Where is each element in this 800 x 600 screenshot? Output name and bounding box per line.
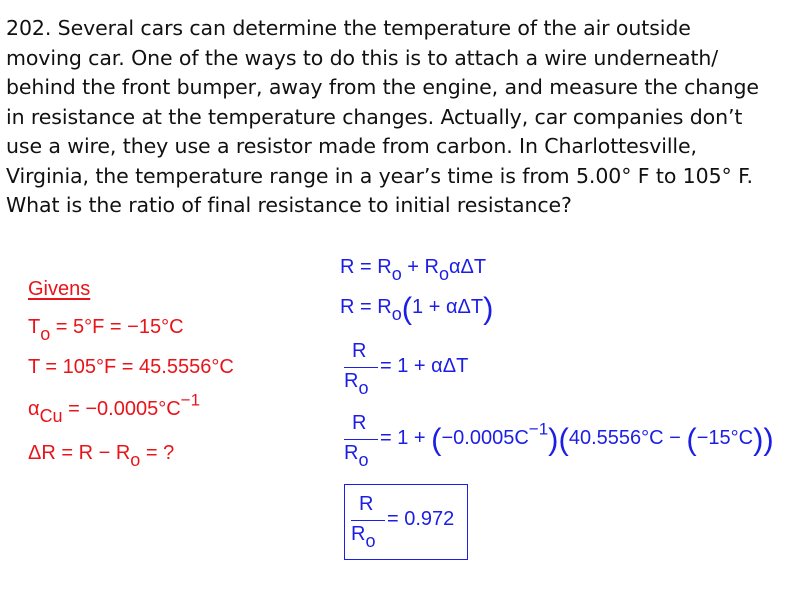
superscript: −1 [528, 419, 549, 439]
denominator [344, 442, 369, 470]
final-answer [347, 493, 467, 553]
denominator [344, 370, 369, 398]
subscript: o [358, 449, 369, 470]
subscript: o [365, 530, 376, 551]
numerator: R [359, 493, 374, 515]
subscript: o [438, 263, 449, 284]
expression: = ? [140, 442, 175, 464]
problem-line: use a wire, they use a resistor made from carbon. In Charlottesville, [6, 134, 697, 158]
denominator [351, 523, 376, 551]
equation-1 [340, 256, 487, 284]
subscript: o [391, 303, 402, 324]
open-paren: ( [401, 290, 413, 326]
expression: = 1 + [380, 427, 432, 449]
open-paren: ( [558, 421, 569, 457]
equation-3 [340, 340, 540, 400]
expression: + R [401, 256, 439, 278]
expression: 40.5556°C − [568, 427, 687, 449]
expression: R = R [340, 296, 392, 318]
close-paren: ) [763, 421, 774, 457]
superscript: −1 [180, 390, 201, 410]
given-initial-temperature [28, 316, 184, 344]
expression: αΔT [448, 256, 487, 278]
subscript: o [130, 449, 141, 470]
expression: −15°C [696, 427, 754, 449]
open-paren: ( [431, 421, 442, 457]
expression: 1 + αΔT [412, 296, 484, 318]
equation-4 [340, 412, 795, 472]
close-paren: ) [753, 421, 764, 457]
symbol: T [28, 316, 41, 338]
expression: R [344, 370, 359, 392]
equation-2 [340, 290, 494, 326]
expression: R = R [340, 256, 392, 278]
numerator: R [352, 340, 367, 362]
close-paren: ) [483, 290, 494, 326]
expression: = −0.0005°C [62, 398, 181, 420]
subscript: o [40, 323, 51, 344]
problem-line: 202. Several cars can determine the temperature of the air outside [6, 16, 691, 40]
fraction-bar [351, 520, 385, 521]
open-paren: ( [686, 421, 697, 457]
subscript: Cu [39, 405, 63, 426]
expression: = 1 + αΔT [380, 355, 469, 377]
problem-statement [6, 14, 796, 221]
expression: R [344, 442, 359, 464]
subscript: o [391, 263, 402, 284]
answer-box [344, 484, 468, 560]
symbol: α [28, 398, 40, 420]
expression: ΔR = R − R [28, 442, 131, 464]
given-alpha-copper [28, 390, 201, 426]
fraction-bar [344, 439, 378, 440]
numerator: R [352, 412, 367, 434]
problem-line: moving car. One of the ways to do this is to attach a wire underneath/ [6, 45, 719, 70]
expression: R [351, 523, 366, 545]
problem-line: behind the front bumper, away from the engine, and measure the change [6, 75, 759, 99]
given-final-temperature: T = 105°F = 45.5556°C [28, 356, 234, 378]
close-paren: ) [548, 421, 559, 457]
problem-line: What is the ratio of final resistance to initial resistance? [6, 193, 572, 217]
expression: = 0.972 [387, 508, 455, 530]
problem-line: in resistance at the temperature changes. Actually, car companies don’t [6, 104, 743, 129]
fraction-bar [344, 367, 378, 368]
given-delta-r [28, 442, 175, 470]
expression: = 5°F = −15°C [50, 316, 184, 338]
givens-title: Givens [28, 278, 91, 300]
problem-line: Virginia, the temperature range in a year’s time is from 5.00° F to 105° F. [6, 163, 753, 188]
expression [380, 419, 774, 457]
subscript: o [358, 377, 369, 398]
expression: −0.0005C [441, 427, 529, 449]
